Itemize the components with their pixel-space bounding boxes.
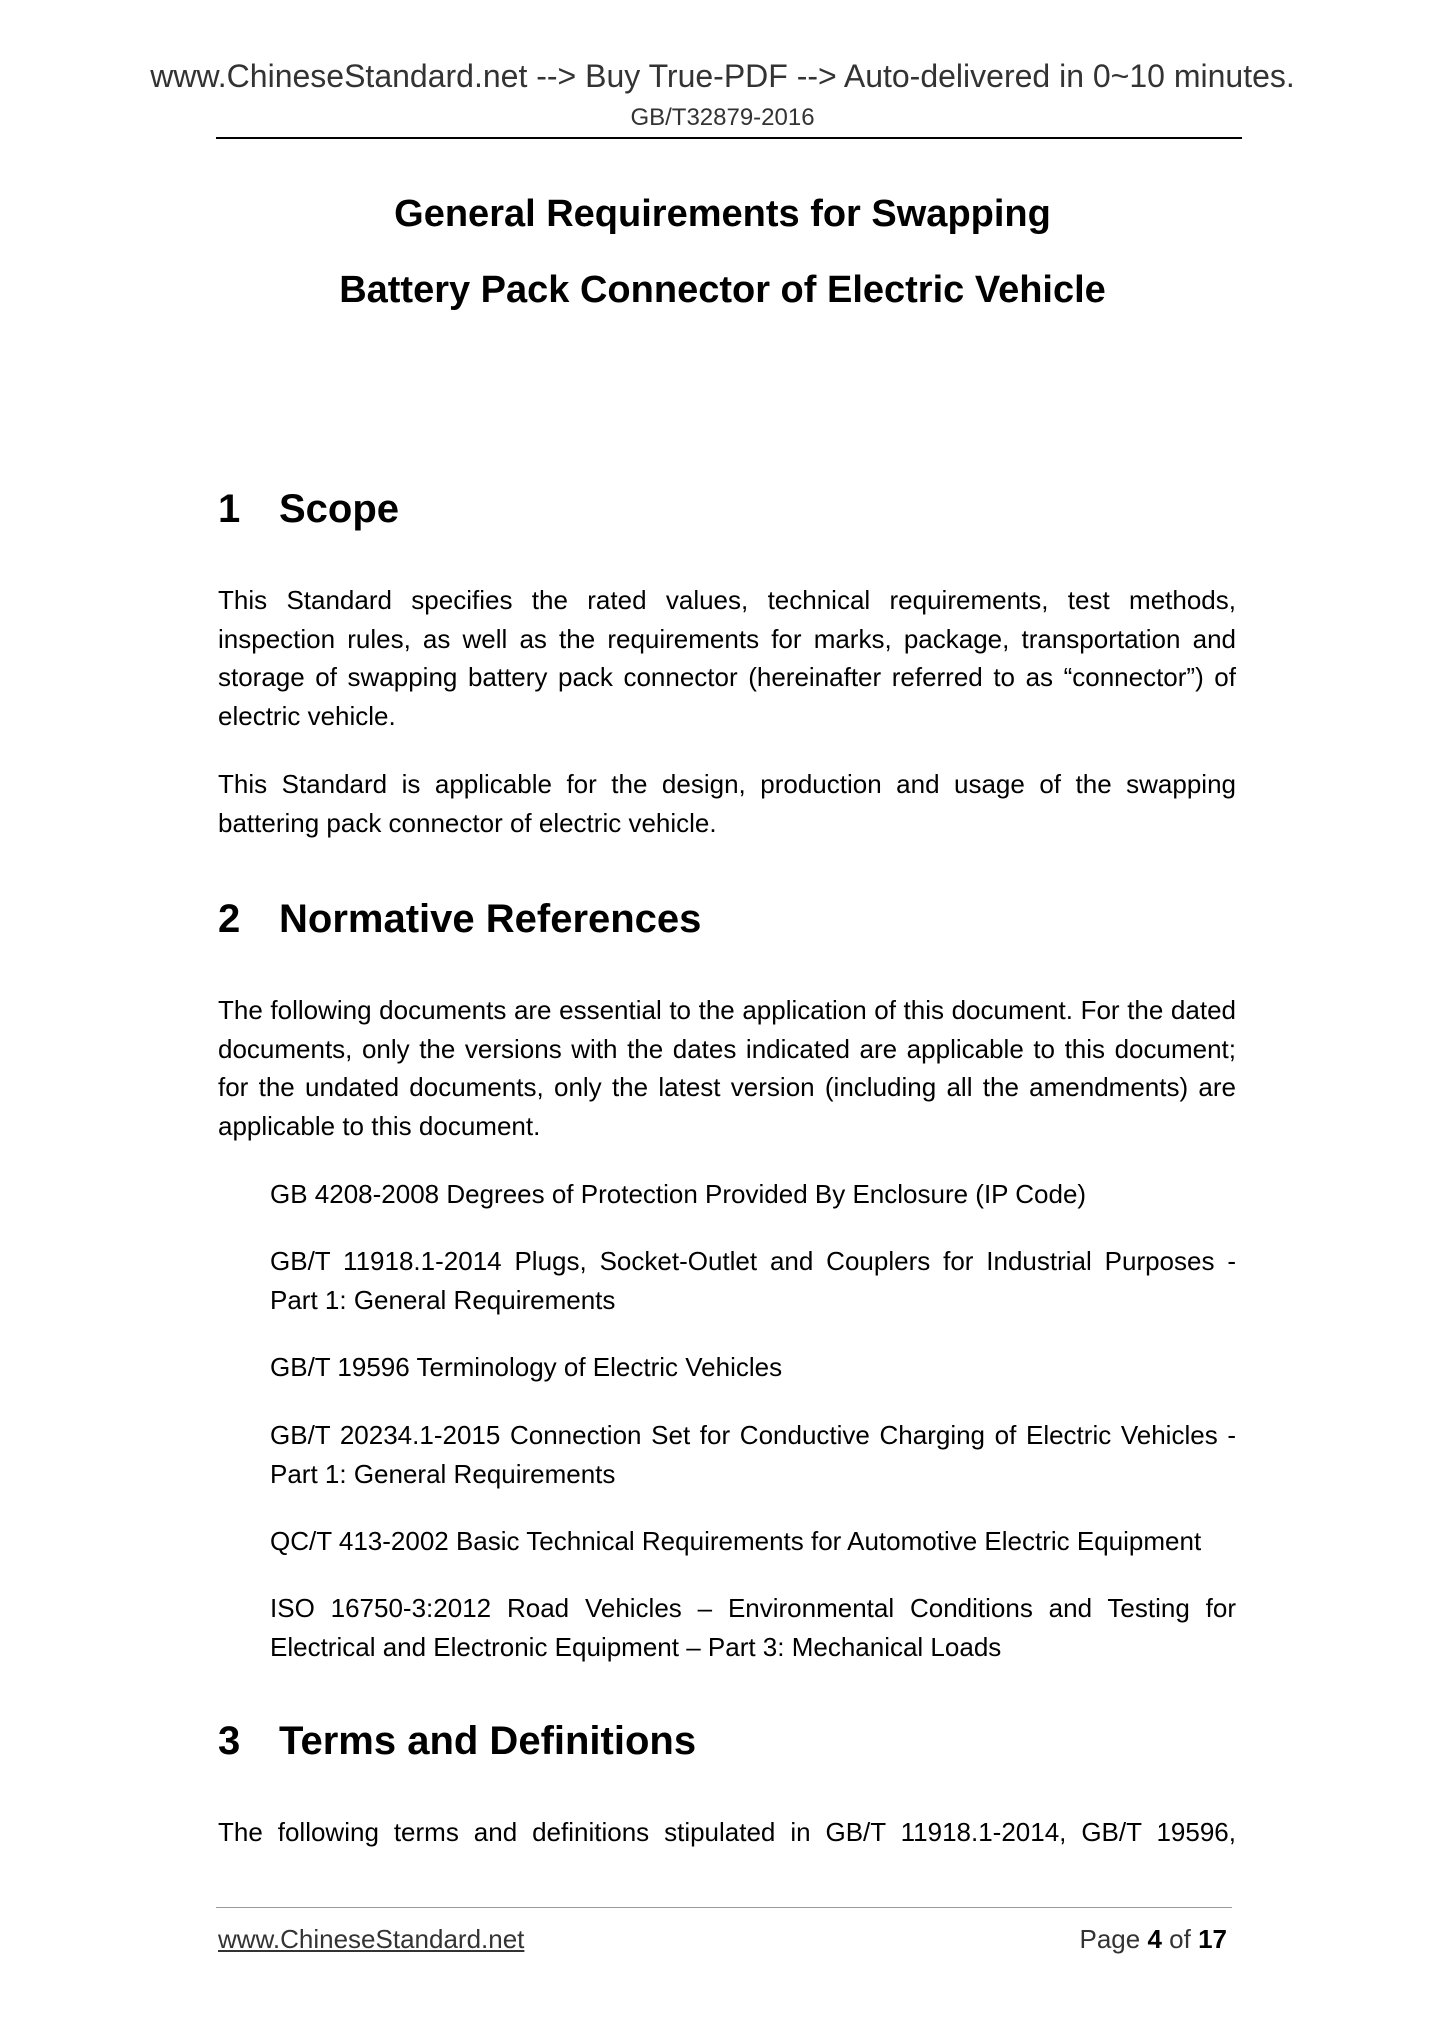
reference-item: GB 4208-2008 Degrees of Protection Provided By Enclosure (IP Code)	[270, 1179, 1087, 1209]
page-label: Page	[1079, 1924, 1141, 1954]
section-number: 2	[218, 897, 241, 941]
reference-item: ISO 16750-3:2012 Road Vehicles – Environmental Conditions and Testing for Electrical and Electronic Equipment – Part 3: Mechanical Loads	[270, 1593, 1236, 1662]
section-title: Scope	[279, 487, 400, 531]
section-heading-scope	[218, 485, 399, 533]
section-number: 1	[218, 487, 241, 531]
footer-divider	[216, 1907, 1232, 1908]
reference-item: GB/T 11918.1-2014 Plugs, Socket-Outlet and Couplers for Industrial Purposes - Part 1: General Requirements	[270, 1246, 1236, 1315]
terms-paragraph: The following terms and definitions stipulated in GB/T 11918.1-2014, GB/T 19596,	[218, 1817, 1236, 1847]
section-title: Terms and Definitions	[279, 1719, 697, 1763]
page-indicator	[1079, 1922, 1227, 1956]
page-current: 4	[1147, 1924, 1162, 1954]
document-title-line-2: Battery Pack Connector of Electric Vehicle	[339, 269, 1106, 311]
top-banner[interactable]: www.ChineseStandard.net --> Buy True-PDF --> Auto-delivered in 0~10 minutes.	[150, 58, 1295, 94]
header-divider	[216, 137, 1242, 139]
reference-item: GB/T 20234.1-2015 Connection Set for Conductive Charging of Electric Vehicles - Part 1: General Requirements	[270, 1420, 1236, 1489]
document-code: GB/T32879-2016	[630, 104, 815, 131]
section-number: 3	[218, 1719, 241, 1763]
reference-item: GB/T 19596 Terminology of Electric Vehicles	[270, 1352, 783, 1382]
reference-item: QC/T 413-2002 Basic Technical Requirements for Automotive Electric Equipment	[270, 1526, 1202, 1556]
scope-paragraph-1: This Standard specifies the rated values, technical requirements, test methods, inspection rules, as well as the requirements for marks, package, transportation and storage of swapping battery pack connector (hereinafter referred to as “connector”) of electric vehicle.	[218, 585, 1236, 731]
references-intro-paragraph: The following documents are essential to the application of this document. For the dated documents, only the versions with the dates indicated are applicable to this document; for the undated documents, only the latest version (including all the amendments) are applicable to this document.	[218, 995, 1236, 1141]
section-title: Normative References	[279, 897, 702, 941]
page-total: 17	[1198, 1924, 1227, 1954]
section-heading-terms-and-definitions	[218, 1717, 696, 1765]
page-of-label: of	[1169, 1924, 1191, 1954]
footer-site-link[interactable]: www.ChineseStandard.net	[218, 1924, 525, 1954]
document-title-line-1: General Requirements for Swapping	[394, 193, 1051, 235]
scope-paragraph-2: This Standard is applicable for the design, production and usage of the swapping battering pack connector of electric vehicle.	[218, 769, 1236, 838]
section-heading-normative-references	[218, 895, 701, 943]
